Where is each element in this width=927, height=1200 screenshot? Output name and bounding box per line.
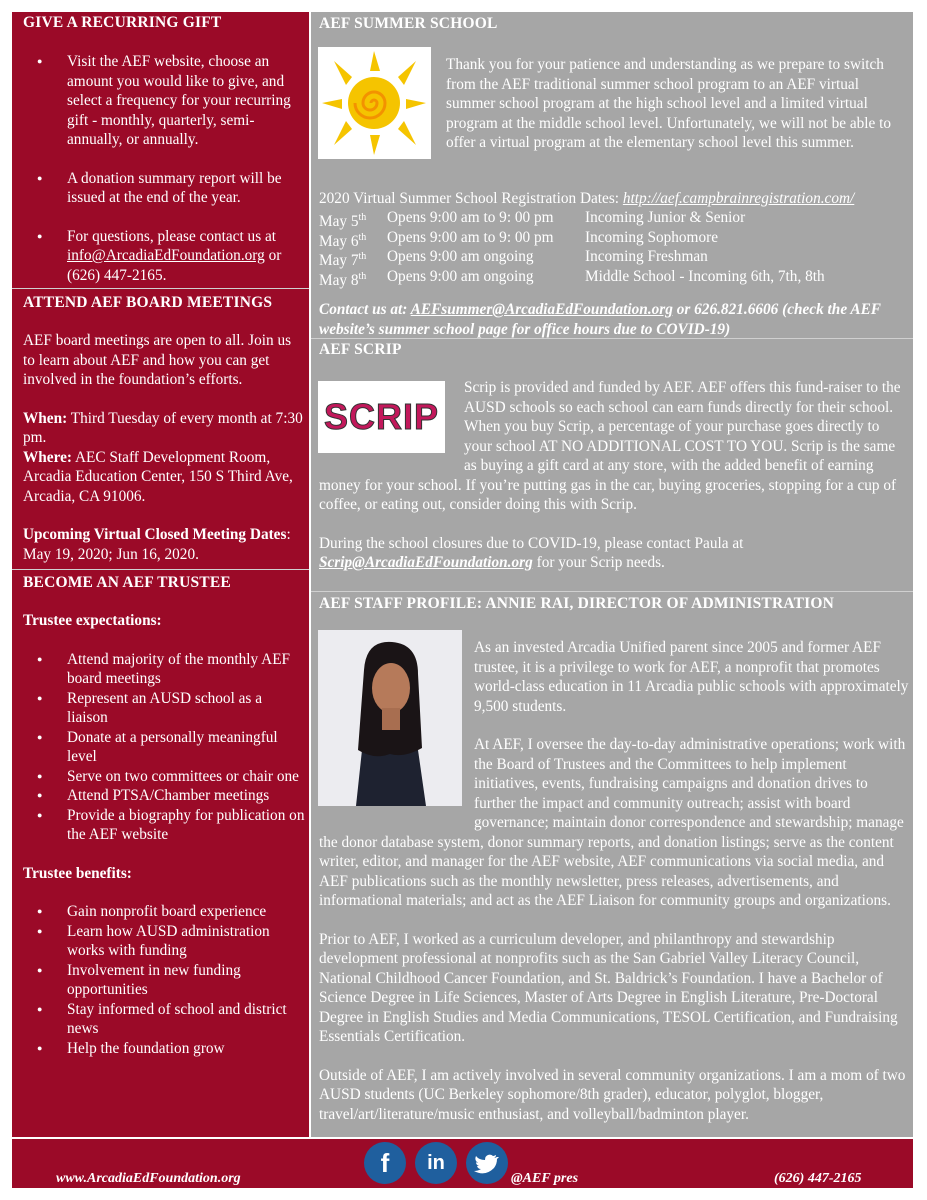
scrip-text bbox=[319, 378, 911, 573]
staff-paragraph-3: Prior to AEF, I worked as a curriculum developer, and philanthropy and stewardship development professional at nonprofits such as the San Gabriel Valley Literacy Council, National Childhood Cancer Foundation, and St. Baldrick’s Foundation. I have a Bachelor of Science Degree in Life Sciences, Master of Arts Degree in English Literature, Pre-Doctoral Degree in English Studies and Media Communications, TESOL Certification, and Fundraising Essentials Certification. bbox=[319, 930, 898, 1045]
date-row bbox=[319, 208, 911, 231]
expectations-list bbox=[23, 650, 305, 845]
list-item: ● Represent an AUSD school as a liaison bbox=[67, 689, 305, 728]
staff-paragraph-2: At AEF, I oversee the day-to-day administrative operations; work with the Board of Trustees and the Committees to help implement initiatives, events, fundraising campaigns and donation drives to further the impact and community outreach; assist with board governance; maintain donor correspondence and stewardship; manage the donor database system, donor summary reports, and donation listings; serve as the content writer, editor, and manager for the AEF website, AEF communications via social media, and AEF publications such as the monthly newsletter, press releases, advertisements, and informational materials; and act as the AEF Liaison for community groups and organizations. bbox=[319, 736, 906, 909]
board-upcoming bbox=[23, 525, 303, 564]
sun-icon bbox=[318, 47, 431, 159]
trustee-title: BECOME AN AEF TRUSTEE bbox=[23, 574, 231, 591]
registration-dates bbox=[319, 208, 911, 289]
contact-label: Contact us at: bbox=[319, 301, 408, 318]
when-label: When: bbox=[23, 409, 68, 427]
gift-title: GIVE A RECURRING GIFT bbox=[23, 14, 222, 31]
twitter-bird-icon bbox=[466, 1142, 508, 1184]
staff-title: AEF STAFF PROFILE: ANNIE RAI, DIRECTOR OF ADMINISTRATION bbox=[319, 595, 835, 612]
list-item: ● Donate at a personally meaningful level bbox=[67, 728, 305, 767]
date-day: May 5th bbox=[319, 212, 367, 231]
scrip-contact-end: for your Scrip needs. bbox=[536, 554, 665, 571]
right-column bbox=[311, 12, 913, 1137]
expectations-label: Trustee expectations: bbox=[23, 612, 162, 629]
board-section bbox=[23, 294, 303, 564]
date-day: May 6th bbox=[319, 231, 367, 250]
staff-paragraph-4: Outside of AEF, I am actively involved in several community organizations. I am a mom of two AUSD students (UC Berkeley sophomore/8th grader), educator, polyglot, blogger, travel/art/literature/music enthusiast, and volleyball/badminton player. bbox=[319, 1066, 906, 1123]
date-audience: Incoming Junior & Senior bbox=[585, 209, 746, 226]
upcoming-text: : May 19, 2020; Jun 16, 2020. bbox=[23, 526, 291, 563]
list-item: ● Serve on two committees or chair one bbox=[67, 767, 305, 787]
gift-list bbox=[23, 52, 305, 285]
date-row bbox=[319, 267, 911, 287]
sun-image bbox=[318, 47, 431, 159]
divider bbox=[311, 591, 913, 592]
date-suffix: th bbox=[358, 231, 367, 243]
date-suffix: th bbox=[358, 251, 367, 262]
date-time: Opens 9:00 am to 9: 00 pm bbox=[387, 228, 554, 246]
list-item: ● Help the foundation grow bbox=[67, 1039, 305, 1059]
board-intro: AEF board meetings are open to all. Join us to learn about AEF and how you can get involved in the foundation’s efforts. bbox=[23, 332, 292, 388]
scrip-email-link[interactable]: Scrip@ArcadiaEdFoundation.org bbox=[319, 554, 533, 571]
where-text: AEC Staff Development Room, Arcadia Education Center, 150 S Third Ave, Arcadia, CA 91006. bbox=[23, 448, 293, 505]
registration-label: 2020 Virtual Summer School Registration Dates: bbox=[319, 190, 620, 207]
scrip-logo-text: SCRIP bbox=[323, 396, 440, 437]
staff-text bbox=[319, 638, 911, 1124]
benefits-label: Trustee benefits: bbox=[23, 864, 132, 882]
registration-link[interactable]: http://aef.campbrainregistration.com/ bbox=[622, 190, 855, 207]
board-where bbox=[23, 448, 303, 507]
list-item: ● Visit the AEF website, choose an amount you would like to give, and select a frequency for your recurring gift - monthly, quarterly, semi-annually, or annually. bbox=[67, 52, 305, 150]
date-time: Opens 9:00 am ongoing bbox=[387, 248, 534, 265]
date-day: May 8th bbox=[319, 270, 367, 289]
contact-phone: or 626.821.6606 (check the AEF website’s summer school page for office hours due to COVID-19) bbox=[319, 301, 881, 338]
list-item: ● Provide a biography for publication on the AEF website bbox=[67, 806, 305, 845]
date-time: Opens 9:00 am to 9: 00 pm bbox=[387, 209, 554, 226]
scrip-contact-text: During the school closures due to COVID-19, please contact Paula at bbox=[319, 534, 744, 552]
scrip-section bbox=[311, 338, 913, 590]
list-item: ● Learn how AUSD administration works with funding bbox=[67, 922, 305, 961]
twitter-icon[interactable] bbox=[466, 1142, 508, 1184]
board-when bbox=[23, 409, 303, 448]
summer-section bbox=[311, 12, 913, 338]
where-label: Where: bbox=[23, 448, 72, 466]
date-suffix: th bbox=[358, 212, 367, 223]
summer-email-link[interactable]: AEFsummer@ArcadiaEdFoundation.org bbox=[410, 301, 673, 318]
date-row bbox=[319, 228, 911, 248]
footer-bar bbox=[12, 1139, 913, 1188]
facebook-icon[interactable]: f bbox=[364, 1142, 406, 1184]
list-item: ● Attend majority of the monthly AEF board meetings bbox=[67, 650, 305, 689]
footer-phone: (626) 447-2165 bbox=[774, 1171, 862, 1186]
summer-paragraph: Thank you for your patience and understanding as we prepare to switch from the AEF traditional summer school program to an AEF virtual summer school program at the high school level and a limited virtual program at the middle school level. Unfortunately, we will not be able to offer a virtual program at the elementary school level this summer. bbox=[446, 56, 892, 151]
registration-line bbox=[319, 189, 911, 209]
gift-contact-text: For questions, please contact us at bbox=[67, 227, 277, 245]
date-day: May 7th bbox=[319, 251, 367, 270]
linkedin-icon[interactable]: in bbox=[415, 1142, 457, 1184]
summer-contact bbox=[319, 300, 909, 339]
scrip-paragraph: Scrip is provided and funded by AEF. AEF offers this fund-raiser to the AUSD schools so each school can earn funds directly for their school. When you buy Scrip, a percentage of your purchase goes directly to your school AT NO ADDITIONAL COST TO YOU. Scrip is the same as buying a gift card at any store, with the added benefit of earning money for your school. If you’re putting gas in the car, buying groceries, stopping for a cup of coffee, or eating out, consider doing this with Scrip. bbox=[319, 379, 901, 513]
left-column bbox=[12, 12, 309, 1137]
gift-email-link[interactable]: info@ArcadiaEdFoundation.org bbox=[67, 247, 265, 264]
list-item: ● Stay informed of school and district news bbox=[67, 1000, 305, 1039]
summer-title: AEF SUMMER SCHOOL bbox=[319, 15, 498, 32]
board-title: ATTEND AEF BOARD MEETINGS bbox=[23, 294, 273, 311]
staff-paragraph-1: As an invested Arcadia Unified parent since 2005 and former AEF trustee, it is a privilege to work for AEF, a nonprofit that promotes world-class education in 11 Arcadia public schools with approximately 9,500 students. bbox=[474, 639, 909, 715]
date-audience: Middle School - Incoming 6th, 7th, 8th bbox=[585, 267, 825, 285]
divider bbox=[12, 569, 309, 570]
gift-section bbox=[23, 14, 305, 285]
list-item: ● Attend PTSA/Chamber meetings bbox=[67, 786, 305, 806]
date-row bbox=[319, 247, 911, 270]
date-time: Opens 9:00 am ongoing bbox=[387, 267, 534, 285]
upcoming-label: Upcoming Virtual Closed Meeting Dates bbox=[23, 526, 287, 543]
date-audience: Incoming Freshman bbox=[585, 248, 708, 265]
trustee-section bbox=[23, 574, 305, 1058]
footer-website-link[interactable]: www.ArcadiaEdFoundation.org bbox=[56, 1171, 241, 1186]
footer-handle: @AEF pres bbox=[511, 1171, 579, 1186]
date-suffix: th bbox=[358, 270, 367, 282]
divider bbox=[12, 288, 309, 289]
scrip-title: AEF SCRIP bbox=[319, 341, 402, 358]
benefits-list bbox=[23, 902, 305, 1058]
list-item bbox=[67, 227, 305, 286]
list-item: ● Involvement in new funding opportunities bbox=[67, 961, 305, 1000]
list-item: ● Gain nonprofit board experience bbox=[67, 902, 305, 922]
scrip-contact bbox=[319, 534, 911, 573]
list-item: ● A donation summary report will be issued at the end of the year. bbox=[67, 169, 305, 208]
gift-contact-phone: or (626) 447-2165. bbox=[67, 247, 282, 284]
when-text: Third Tuesday of every month at 7:30 pm. bbox=[23, 409, 303, 446]
date-audience: Incoming Sophomore bbox=[585, 228, 718, 246]
